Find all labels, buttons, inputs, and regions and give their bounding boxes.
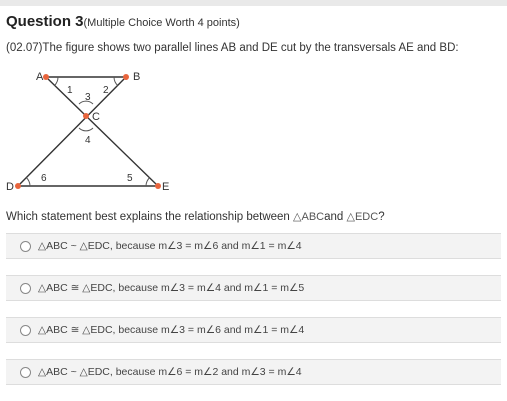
question-title [6, 13, 240, 30]
radio-button[interactable] [20, 367, 31, 378]
answer-option-label: △ABC ≅ △EDC, because m∠3 = m∠4 and m∠1 = m∠5 [38, 282, 305, 294]
angle-arc-4 [79, 128, 93, 131]
radio-button[interactable] [20, 283, 31, 294]
top-bar [0, 0, 507, 6]
point-d [15, 183, 21, 189]
label-a: A [36, 71, 44, 83]
answer-option-4[interactable] [6, 359, 501, 385]
label-e: E [162, 181, 170, 193]
angle-label-6: 6 [41, 173, 47, 184]
question-worth: (Multiple Choice Worth 4 points) [83, 17, 240, 29]
transversal-ae [46, 77, 158, 186]
prompt-triangle-edc: △EDC [346, 211, 379, 223]
angle-arc-6 [26, 178, 30, 186]
radio-button[interactable] [20, 325, 31, 336]
label-d: D [6, 181, 14, 193]
point-e [155, 183, 161, 189]
prompt-text-start: Which statement best explains the relationship between [6, 211, 294, 223]
angle-arc-1 [55, 77, 58, 85]
answer-option-label: △ABC ~ △EDC, because m∠3 = m∠6 and m∠1 = m∠4 [38, 240, 302, 252]
geometry-figure [0, 62, 200, 202]
answer-options [6, 233, 501, 401]
angle-label-1: 1 [67, 85, 73, 96]
angle-label-2: 2 [103, 85, 109, 96]
angle-arc-2 [114, 77, 118, 85]
label-b: B [133, 71, 141, 83]
answer-option-label: △ABC ≅ △EDC, because m∠3 = m∠6 and m∠1 = m∠4 [38, 324, 305, 336]
prompt-text-mid: and [324, 211, 347, 223]
question-prompt [6, 210, 385, 223]
label-c: C [92, 111, 100, 123]
answer-option-2[interactable] [6, 275, 501, 301]
angle-label-4: 4 [85, 135, 91, 146]
radio-button[interactable] [20, 241, 31, 252]
angle-label-5: 5 [127, 173, 133, 184]
question-number: Question 3 [6, 13, 84, 30]
answer-option-1[interactable] [6, 233, 501, 259]
question-text: (02.07)The figure shows two parallel lines AB and DE cut by the transversals AE and BD: [6, 42, 459, 54]
point-b [123, 74, 129, 80]
answer-option-label: △ABC ~ △EDC, because m∠6 = m∠2 and m∠3 = m∠4 [38, 366, 302, 378]
angle-label-3: 3 [85, 92, 91, 103]
point-c [83, 113, 89, 119]
angle-arc-5 [146, 178, 150, 186]
prompt-text-end: ? [378, 211, 385, 223]
answer-option-3[interactable] [6, 317, 501, 343]
prompt-triangle-abc: △ABC [293, 211, 325, 223]
point-a [43, 74, 49, 80]
